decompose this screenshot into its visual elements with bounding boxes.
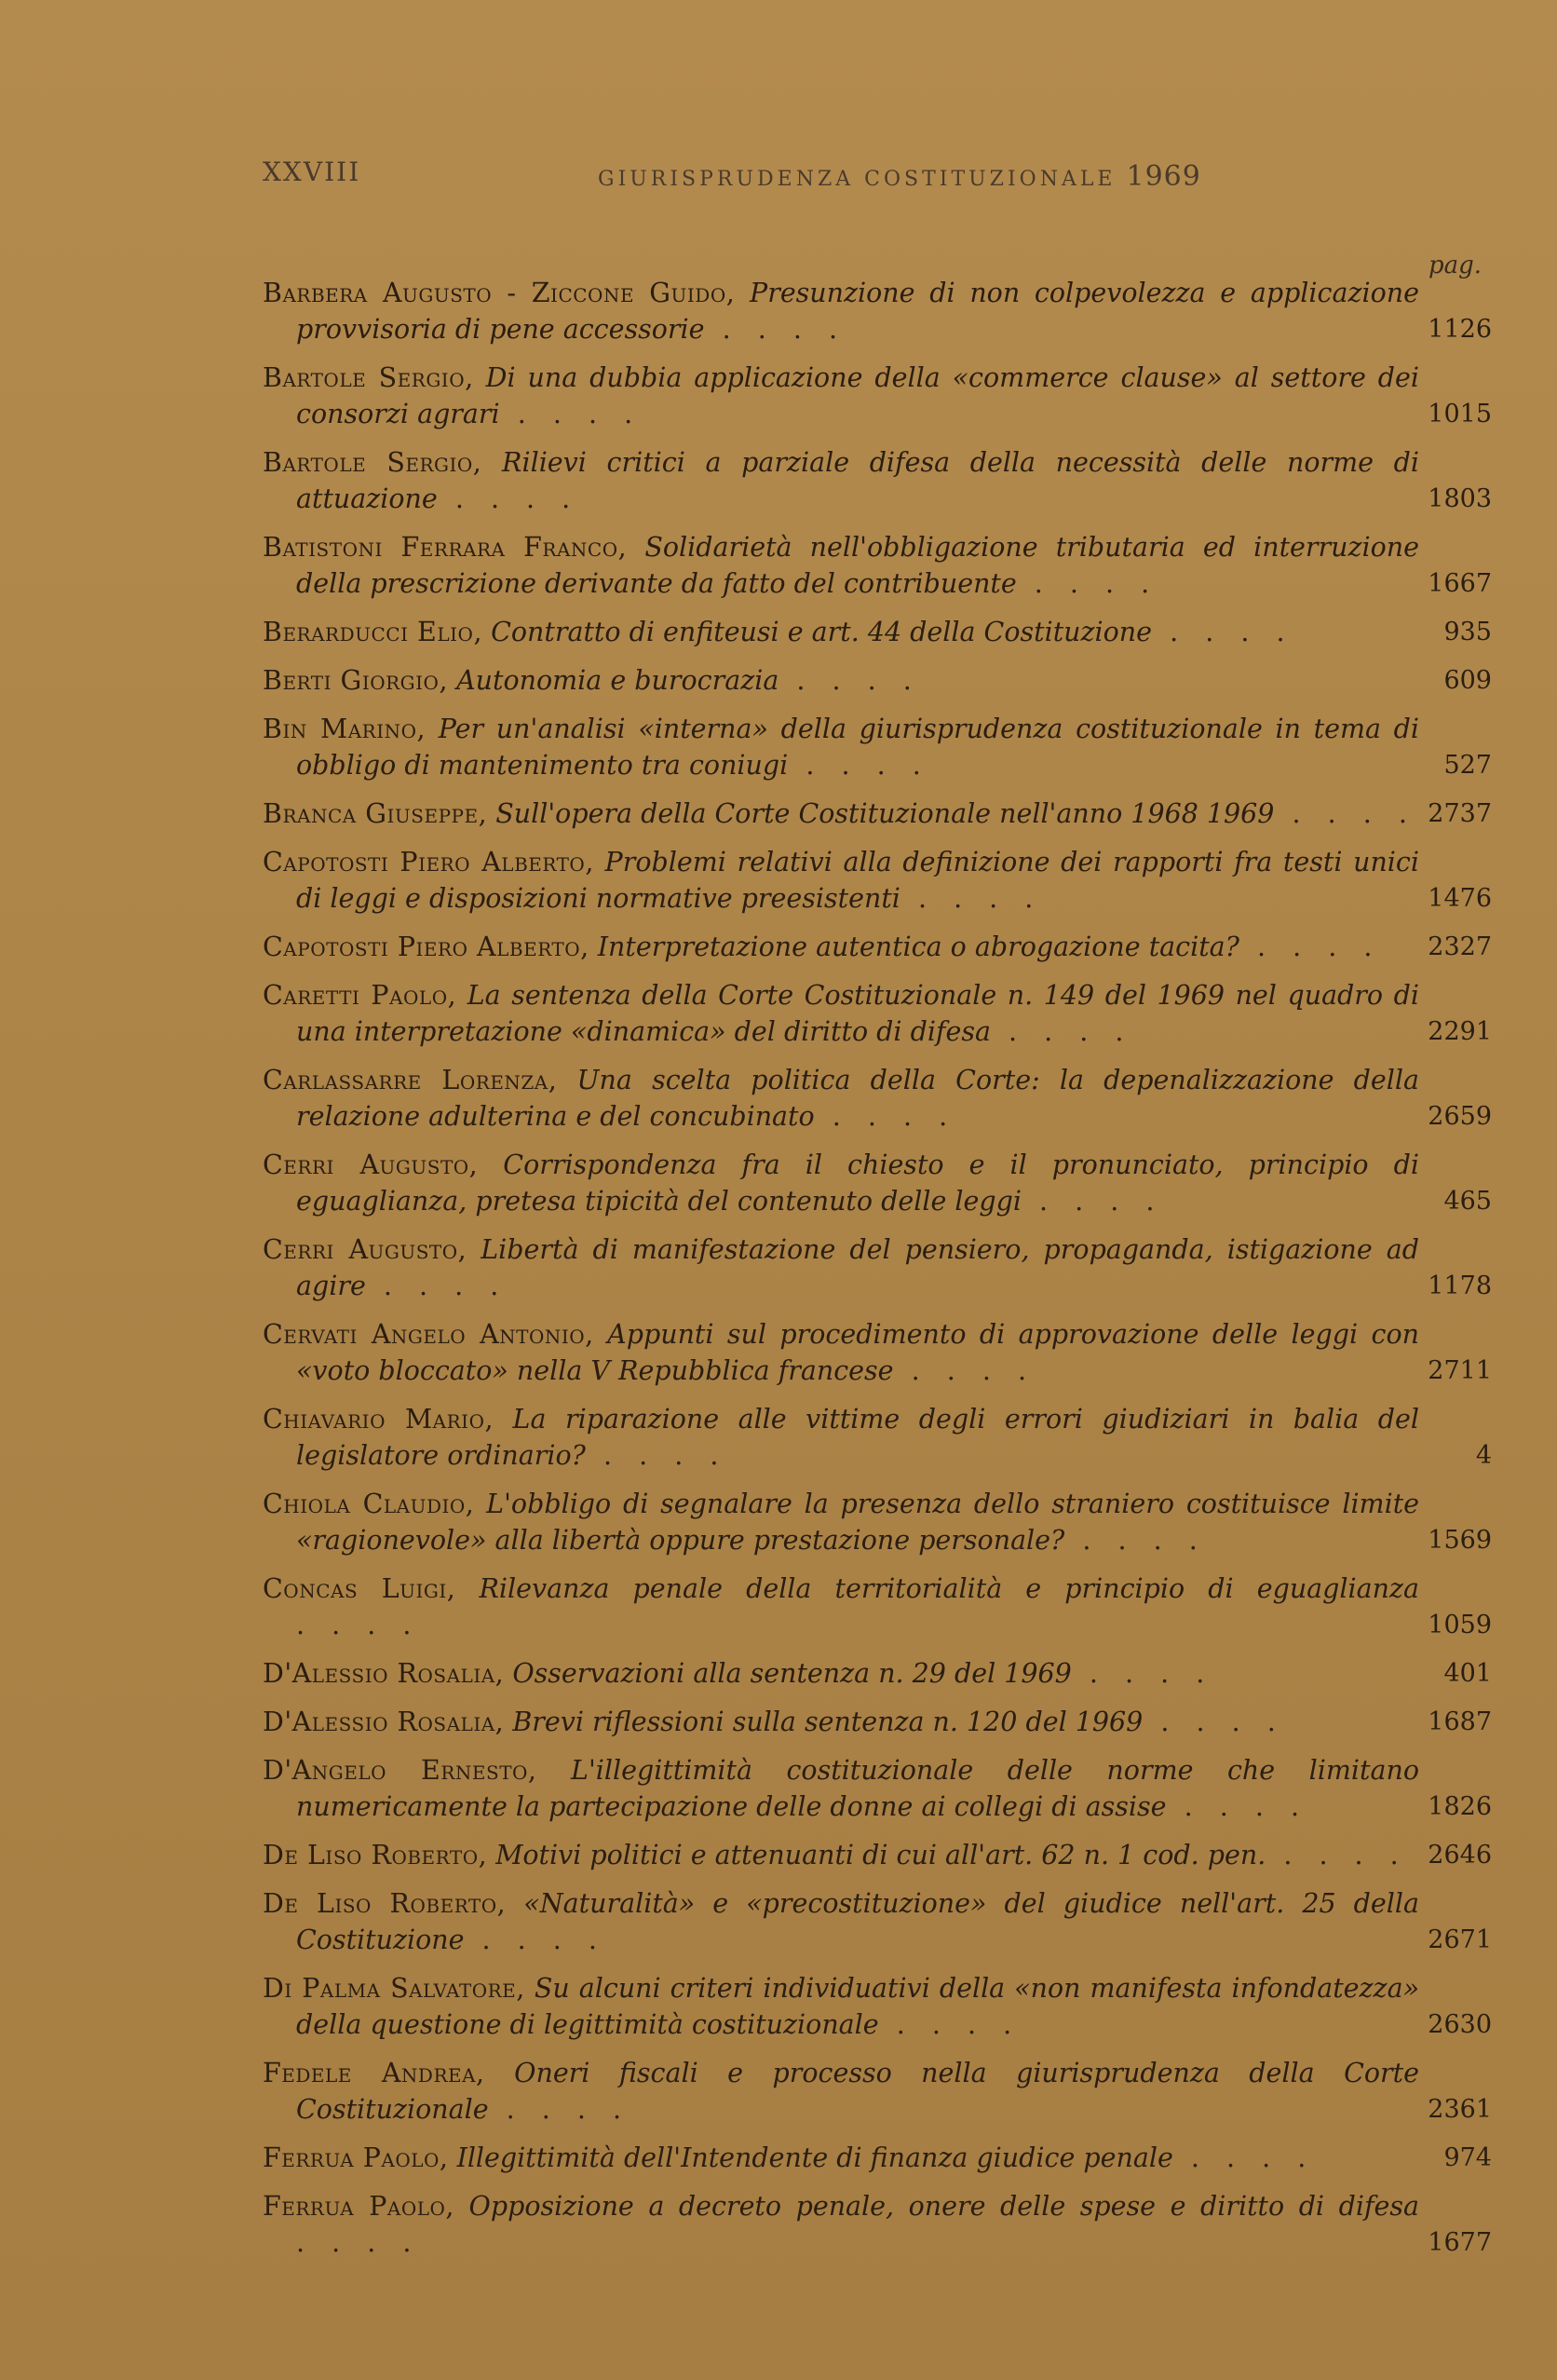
dot-leader: . . . . — [704, 314, 847, 345]
index-entry — [263, 977, 1492, 1050]
running-title-year: 1969 — [1126, 160, 1201, 193]
dot-leader: . . . . — [1172, 2142, 1316, 2173]
entry-page-number: 1126 — [1428, 315, 1492, 344]
entry-author: De Liso Roberto, — [263, 1888, 507, 1919]
entry-text — [263, 529, 1419, 602]
entry-page-number: 1476 — [1428, 884, 1492, 913]
index-entry — [263, 844, 1492, 917]
dot-leader: . . . . — [814, 1101, 957, 1132]
dot-leader: . . . . — [893, 1355, 1036, 1386]
index-entry — [263, 360, 1492, 432]
entry-title: Problemi relativi alla definizione dei rapporti fra testi unici di leggi e disposizioni normative preesistenti — [296, 847, 1419, 914]
index-entry — [263, 1571, 1492, 1643]
entry-author: D'Alessio Rosalia, — [263, 1707, 505, 1737]
entry-author: Bin Marino, — [263, 714, 426, 744]
entry-title: Oneri fiscali e processo nella giurisprudenza della Corte Costituzionale — [296, 2058, 1419, 2125]
running-title — [598, 160, 1201, 193]
entry-title: Motivi politici e attenuanti di cui all'art. 62 n. 1 cod. pen. — [495, 1840, 1266, 1870]
entry-text — [263, 1231, 1419, 1304]
entry-page-number: 1677 — [1428, 2228, 1492, 2257]
running-title-text: GIURISPRUDENZA COSTITUZIONALE — [598, 168, 1117, 191]
dot-leader: . . . . — [1064, 1525, 1207, 1556]
entry-text — [263, 360, 1419, 432]
entry-text — [263, 275, 1419, 347]
entry-text — [263, 1316, 1419, 1389]
index-entry — [263, 929, 1492, 965]
entry-title: Solidarietà nell'obbligazione tributaria ed interruzione della prescrizione derivante da fatto del contribuente — [296, 532, 1419, 599]
entry-title: Di una dubbia applicazione della «commerce clause» al settore dei consorzi agrari — [296, 362, 1419, 429]
dot-leader: . . . . — [585, 1440, 728, 1471]
entry-text — [263, 1752, 1419, 1825]
dot-leader: . . . . — [365, 1271, 508, 1301]
entry-author: Carlassarre Lorenza, — [263, 1065, 558, 1095]
index-entry — [263, 1062, 1492, 1135]
entry-author: Ferrua Paolo, — [263, 2142, 449, 2173]
entry-author: Bartole Sergio, — [263, 447, 482, 478]
dot-leader: . . . . — [990, 1016, 1133, 1047]
index-entry — [263, 711, 1492, 783]
dot-leader: . . . . — [1021, 1186, 1164, 1217]
dot-leader: . . . . — [1166, 1791, 1309, 1822]
entry-title: Rilievi critici a parziale difesa della necessità delle norme di attuazione — [296, 447, 1419, 514]
entry-title: Una scelta politica della Corte: la depenalizzazione della relazione adulterina e del concubinato — [296, 1065, 1420, 1132]
entry-text — [263, 444, 1419, 517]
entry-author: Chiola Claudio, — [263, 1489, 475, 1519]
entry-page-number: 1803 — [1428, 484, 1492, 513]
index-entry — [263, 275, 1492, 347]
entry-author: Caretti Paolo, — [263, 980, 457, 1011]
dot-leader: . . . . — [499, 399, 643, 429]
entry-title: L'illegittimità costituzionale delle norme che limitano numericamente la partecipazione delle donne ai collegi di assise — [296, 1755, 1419, 1822]
entry-author: Cerri Augusto, — [263, 1234, 467, 1265]
entry-page-number: 974 — [1443, 2143, 1492, 2172]
index-entry — [263, 444, 1492, 517]
entry-page-number: 2327 — [1428, 932, 1492, 961]
entry-title: La sentenza della Corte Costituzionale n. 149 del 1969 nel quadro di una interpretazione «dinamica» del diritto di difesa — [296, 980, 1419, 1047]
index-entry-list — [263, 275, 1492, 2273]
entry-title: Su alcuni criteri individuativi della «non manifesta infondatezza» della questione di legittimità costituzionale — [296, 1973, 1420, 2040]
entry-title: Autonomia e burocrazia — [456, 665, 779, 696]
index-entry — [263, 529, 1492, 602]
entry-author: Chiavario Mario, — [263, 1404, 494, 1435]
dot-leader: . . . . — [878, 2009, 1022, 2040]
entry-author: Berarducci Elio, — [263, 617, 483, 647]
entry-author: Fedele Andrea, — [263, 2058, 485, 2088]
entry-title: Brevi riflessioni sulla sentenza n. 120 del 1969 — [512, 1707, 1144, 1737]
dot-leader: . . . . — [778, 665, 921, 696]
entry-page-number: 1826 — [1428, 1792, 1492, 1821]
dot-leader: . . . . — [1266, 1840, 1408, 1870]
entry-page-number: 4 — [1475, 1441, 1492, 1470]
entry-page-number: 1059 — [1428, 1611, 1492, 1639]
entry-page-number: 1569 — [1428, 1526, 1492, 1555]
index-entry — [263, 1837, 1492, 1873]
entry-author: Cervati Angelo Antonio, — [263, 1319, 594, 1350]
entry-title: Opposizione a decreto penale, onere delle spese e diritto di difesa — [468, 2191, 1419, 2222]
entry-text — [263, 1486, 1419, 1558]
entry-page-number: 2659 — [1428, 1102, 1492, 1131]
index-entry — [263, 1147, 1492, 1219]
entry-title: Rilevanza penale della territorialità e principio di eguaglianza — [479, 1573, 1419, 1604]
dot-leader: . . . . — [437, 483, 580, 514]
entry-text — [263, 796, 1419, 832]
index-entry — [263, 1655, 1492, 1692]
entry-text — [263, 1571, 1419, 1643]
entry-text — [263, 1885, 1419, 1958]
index-entry — [263, 1486, 1492, 1558]
entry-text — [263, 2188, 1419, 2261]
entry-author: Barbera Augusto - Ziccone Guido, — [263, 278, 736, 308]
index-entry — [263, 1970, 1492, 2043]
entry-title: Illegittimità dell'Intendente di finanza giudice penale — [456, 2142, 1173, 2173]
entry-text — [263, 1062, 1419, 1135]
entry-text — [263, 614, 1419, 650]
entry-text — [263, 844, 1419, 917]
entry-title: Osservazioni alla sentenza n. 29 del 1969 — [512, 1658, 1072, 1689]
dot-leader: . . . . — [1016, 568, 1159, 599]
entry-text — [263, 2055, 1419, 2128]
entry-title: «Naturalità» e «precostituzione» del giudice nell'art. 25 della Costituzione — [296, 1888, 1420, 1955]
entry-text — [263, 1147, 1419, 1219]
dot-leader: . . . . — [1274, 798, 1416, 829]
entry-page-number: 1667 — [1428, 569, 1492, 598]
entry-page-number: 2671 — [1428, 1925, 1492, 1954]
entry-page-number: 401 — [1443, 1659, 1492, 1688]
entry-text — [263, 1970, 1419, 2043]
entry-author: Capotosti Piero Alberto, — [263, 847, 594, 877]
entry-page-number: 1178 — [1428, 1272, 1492, 1300]
entry-page-number: 2630 — [1428, 2010, 1492, 2039]
entry-page-number: 465 — [1443, 1187, 1492, 1216]
entry-title: Interpretazione autentica o abrogazione tacita? — [597, 932, 1239, 962]
entry-title: Libertà di manifestazione del pensiero, propaganda, istigazione ad agire — [296, 1234, 1420, 1301]
dot-leader: . . . . — [1071, 1658, 1214, 1689]
entry-text — [263, 1704, 1419, 1740]
entry-title: Per un'analisi «interna» della giurisprudenza costituzionale in tema di obbligo di mantenimento tra coniugi — [296, 714, 1419, 781]
index-entry — [263, 1231, 1492, 1304]
page-column-label: pag. — [1428, 252, 1483, 279]
entry-author: Cerri Augusto, — [263, 1149, 479, 1180]
index-entry — [263, 614, 1492, 650]
entry-page-number: 609 — [1443, 666, 1492, 695]
entry-text — [263, 1837, 1419, 1873]
entry-page-number: 1687 — [1428, 1707, 1492, 1736]
entry-page-number: 527 — [1443, 751, 1492, 780]
entry-text — [263, 1655, 1419, 1692]
dot-leader: . . . . — [296, 1610, 421, 1640]
entry-author: De Liso Roberto, — [263, 1840, 488, 1870]
entry-page-number: 1015 — [1428, 400, 1492, 428]
index-entry — [263, 2140, 1492, 2176]
dot-leader: . . . . — [464, 1924, 606, 1955]
dot-leader: . . . . — [488, 2094, 631, 2125]
entry-text — [263, 662, 1419, 699]
dot-leader: . . . . — [1152, 617, 1294, 647]
entry-author: Berti Giorgio, — [263, 665, 449, 696]
entry-page-number: 2291 — [1428, 1017, 1492, 1046]
entry-text — [263, 929, 1419, 965]
index-entry — [263, 662, 1492, 699]
page-folio: XXVIII — [263, 156, 361, 187]
dot-leader: . . . . — [296, 2227, 421, 2258]
entry-author: Capotosti Piero Alberto, — [263, 932, 589, 962]
entry-title: Contratto di enfiteusi e art. 44 della Costituzione — [491, 617, 1153, 647]
entry-text — [263, 1401, 1419, 1474]
entry-page-number: 2711 — [1428, 1356, 1492, 1385]
entry-author: D'Alessio Rosalia, — [263, 1658, 505, 1689]
dot-leader: . . . . — [1143, 1707, 1285, 1737]
entry-text — [263, 711, 1419, 783]
entry-text — [263, 977, 1419, 1050]
entry-author: D'Angelo Ernesto, — [263, 1755, 537, 1786]
entry-page-number: 935 — [1443, 618, 1492, 646]
entry-text — [263, 2140, 1419, 2176]
entry-title: Sull'opera della Corte Costituzionale nell'anno 1968 1969 — [495, 798, 1275, 829]
entry-author: Batistoni Ferrara Franco, — [263, 532, 628, 563]
entry-title: L'obbligo di segnalare la presenza dello straniero costituisce limite «ragionevole» alla libertà oppure prestazione personale? — [296, 1489, 1420, 1556]
index-entry — [263, 1704, 1492, 1740]
entry-author: Di Palma Salvatore, — [263, 1973, 525, 2004]
index-entry — [263, 1316, 1492, 1389]
entry-author: Branca Giuseppe, — [263, 798, 488, 829]
index-entry — [263, 1885, 1492, 1958]
index-entry — [263, 796, 1492, 832]
entry-author: Bartole Sergio, — [263, 362, 474, 393]
dot-leader: . . . . — [900, 883, 1043, 914]
entry-title: Appunti sul procedimento di approvazione delle leggi con «voto bloccato» nella V Repubblica francese — [296, 1319, 1419, 1386]
dot-leader: . . . . — [788, 750, 930, 781]
entry-page-number: 2361 — [1428, 2095, 1492, 2124]
index-entry — [263, 2188, 1492, 2261]
index-entry — [263, 2055, 1492, 2128]
index-entry — [263, 1401, 1492, 1474]
entry-author: Ferrua Paolo, — [263, 2191, 454, 2222]
entry-title: La riparazione alle vittime degli errori giudiziari in balia del legislatore ordinario? — [296, 1404, 1419, 1471]
entry-title: Corrispondenza fra il chiesto e il pronunciato, principio di eguaglianza, pretesa tipicità del contenuto delle leggi — [296, 1149, 1420, 1217]
entry-page-number: 2646 — [1428, 1841, 1492, 1870]
entry-title: Presunzione di non colpevolezza e applicazione provvisoria di pene accessorie — [296, 278, 1420, 345]
dot-leader: . . . . — [1239, 932, 1382, 962]
entry-author: Concas Luigi, — [263, 1573, 456, 1604]
index-entry — [263, 1752, 1492, 1825]
entry-page-number: 2737 — [1428, 799, 1492, 828]
